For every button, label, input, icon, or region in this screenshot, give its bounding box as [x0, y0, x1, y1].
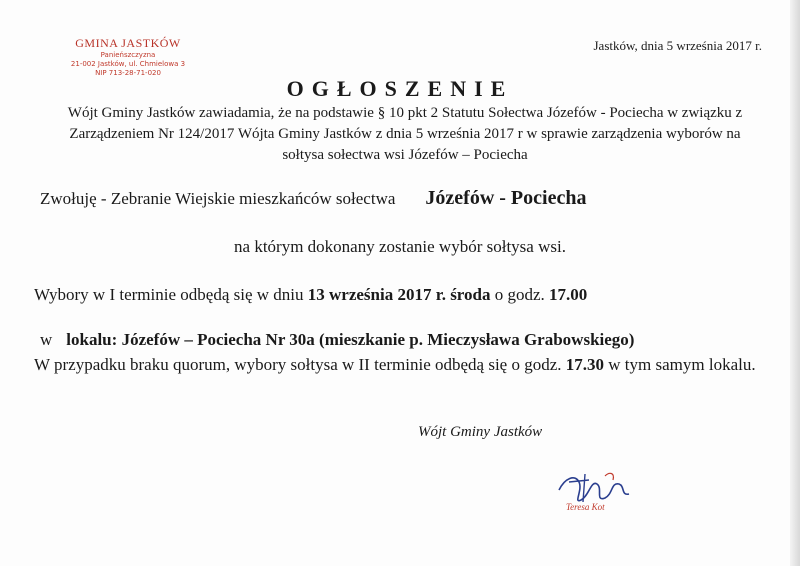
elections-time: 17.00	[549, 285, 588, 304]
venue-prefix: w	[40, 330, 53, 349]
quorum-paragraph	[34, 353, 764, 377]
elections-date: 13 września 2017 r. środa	[307, 285, 491, 304]
elections-prefix: Wybory w I terminie odbędą się w dniu	[34, 285, 304, 304]
venue-label: lokalu:	[66, 330, 118, 349]
stamp-line-1: Panieńszczyzna	[100, 51, 156, 59]
village-name: Józefów - Pociecha	[425, 187, 587, 209]
convene-line	[40, 187, 586, 210]
convene-text: Zwołuję - Zebranie Wiejskie mieszkańców sołectwa	[40, 189, 396, 208]
elections-line	[34, 285, 587, 305]
elections-mid: o godz.	[494, 285, 545, 304]
venue-line	[34, 330, 634, 350]
document-title: OGŁOSZENIE	[286, 76, 514, 101]
stamp-line-2: 21-002 Jastków, ul. Chmielowa 3	[70, 60, 186, 68]
purpose-line: na którym dokonany zostanie wybór sołtysa wsi.	[234, 237, 566, 256]
quorum-time: 17.30	[565, 355, 605, 374]
signature-name-stamp: Teresa Kot	[566, 502, 605, 512]
quorum-prefix: W przypadku braku quorum, wybory sołtysa w II terminie odbędą się o godz.	[34, 355, 562, 374]
venue-place: Józefów – Pociecha Nr 30a (mieszkanie p. Mieczysława Grabowskiego)	[121, 330, 635, 349]
date-line: Jastków, dnia 5 września 2017 r.	[593, 38, 762, 53]
municipality-stamp	[58, 36, 198, 78]
stamp-line-3: NIP 713-28-71-020	[95, 69, 161, 77]
signer-title: Wójt Gminy Jastków	[418, 424, 543, 440]
intro-paragraph: Wójt Gminy Jastków zawiadamia, że na podstawie § 10 pkt 2 Statutu Sołectwa Józefów - Pociecha w związku z Zarządzeniem Nr 124/2017 Wójta Gminy Jastków z dnia 5 września 2017 r w sprawie zarządzenia wyborów na sołtysa sołectwa wsi Józefów – Pociecha	[67, 105, 743, 163]
stamp-title: GMINA JASTKÓW	[75, 36, 181, 50]
quorum-suffix: w tym samym lokalu.	[608, 355, 756, 374]
